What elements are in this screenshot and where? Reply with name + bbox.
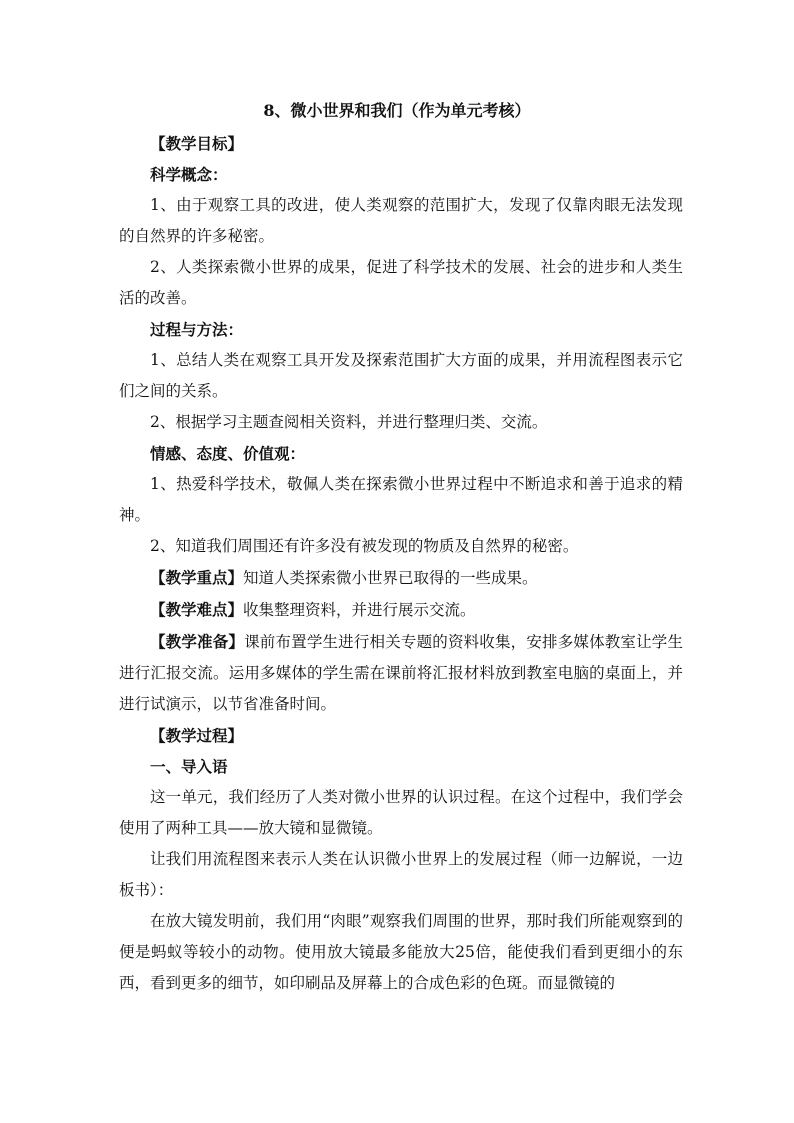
teaching-process-heading: 【教学过程】: [150, 726, 244, 745]
intro-paragraph-3: 在放大镜发明前，我们用“肉眼”观察我们周围的世界，那时我们所能观察到的便是蚂蚁等较小的动物。使用放大镜最多能放大25倍，能使我们看到更细小的东西，看到更多的细节，如印刷品及屏幕上的合成色彩的色斑。而显微镜的: [119, 912, 683, 992]
difficulty-label: 【教学难点】: [150, 600, 244, 619]
difficulty-paragraph: [119, 594, 683, 626]
process-heading: 过程与方法：: [150, 320, 244, 339]
intro-heading: 一、导入语: [150, 757, 228, 776]
process-item-2: 2、根据学习主题查阅相关资料，并进行整理归类、交流。: [150, 413, 548, 431]
intro-paragraph-1: 这一单元，我们经历了人类对微小世界的认识过程。在这个过程中，我们学会使用了两种工具——放大镜和显微镜。: [119, 788, 683, 837]
intro-paragraph-2: 让我们用流程图来表示人类在认识微小世界上的发展过程（师一边解说，一边板书）：: [119, 850, 683, 899]
difficulty-text: 收集整理资料，并进行展示交流。: [243, 601, 476, 619]
document-body: [119, 128, 683, 999]
emotion-heading: 情感、态度、价值观：: [150, 444, 306, 463]
concept-heading: 科学概念：: [150, 165, 228, 184]
prep-paragraph: [119, 626, 683, 720]
process-item-1: 1、总结人类在观察工具开发及探索范围扩大方面的成果，并用流程图表示它们之间的关系。: [119, 351, 683, 400]
emotion-item-2: 2、知道我们周围还有许多没有被发现的物质及自然界的秘密。: [150, 537, 579, 555]
concept-item-2: 2、人类探索微小世界的成果，促进了科学技术的发展、社会的进步和人类生活的改善。: [119, 258, 683, 307]
concept-item-1: 1、由于观察工具的改进，使人类观察的范围扩大，发现了仅靠肉眼无法发现的自然界的许多秘密。: [119, 196, 683, 245]
prep-text: 课前布置学生进行相关专题的资料收集，安排多媒体教室让学生进行汇报交流。运用多媒体的学生需在课前将汇报材料放到教室电脑的桌面上，并进行试演示，以节省准备时间。: [119, 633, 683, 713]
key-point-paragraph: [119, 562, 683, 594]
key-point-label: 【教学重点】: [150, 568, 244, 587]
goal-heading: 【教学目标】: [150, 134, 244, 153]
key-point-text: 知道人类探索微小世界已取得的一些成果。: [243, 569, 538, 587]
document-title: 8、微小世界和我们（作为单元考核）: [263, 101, 531, 120]
prep-label: 【教学准备】: [150, 632, 245, 651]
emotion-item-1: 1、热爱科学技术，敬佩人类在探索微小世界过程中不断追求和善于追求的精神。: [119, 475, 683, 524]
